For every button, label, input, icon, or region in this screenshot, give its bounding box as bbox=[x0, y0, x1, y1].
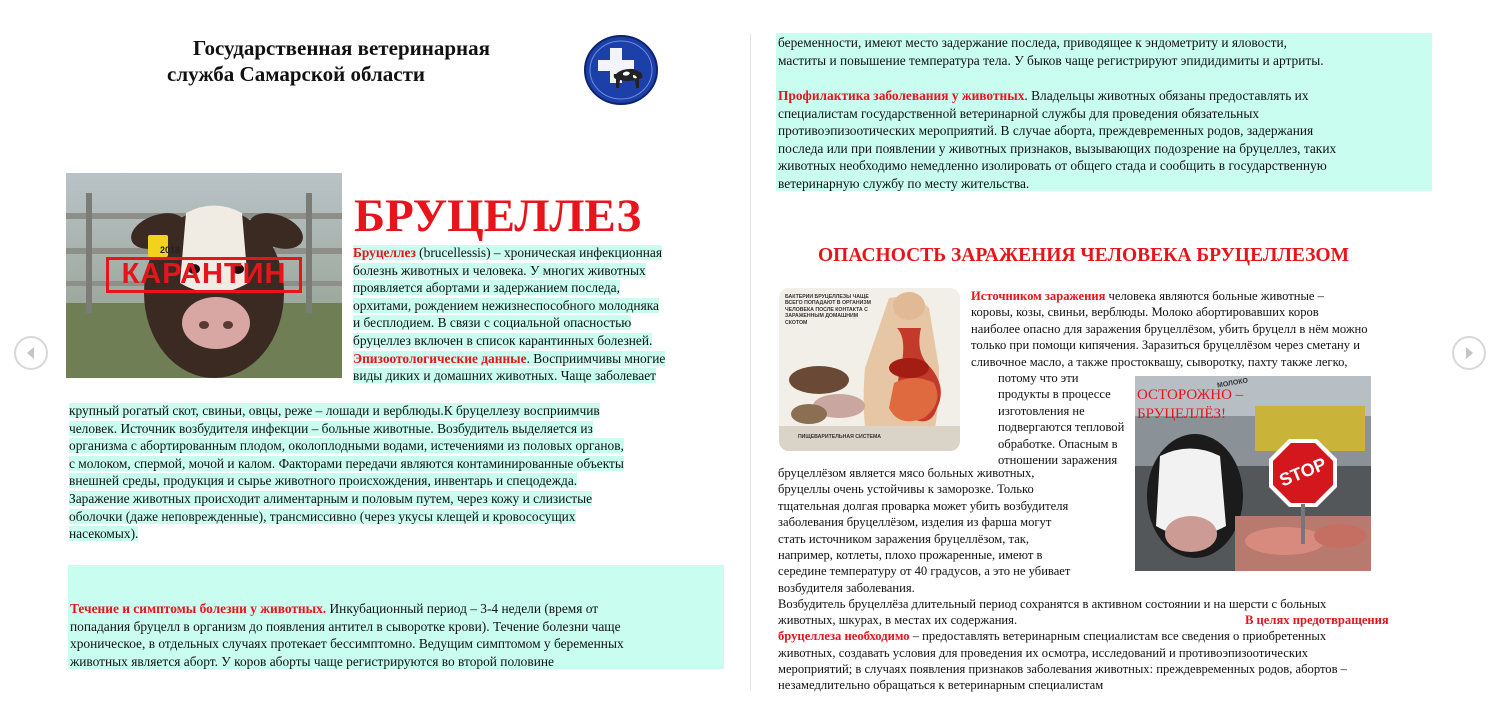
header-line-1: Государственная ветеринарная bbox=[193, 36, 490, 60]
epi-term: Эпизоотологические данные bbox=[353, 350, 527, 366]
prevent-term-b: бруцеллеза необходимо bbox=[778, 629, 910, 644]
infection-meat-paragraph: бруцеллёзом является мясо больных животных, бруцеллы очень устойчивы к заморозке. Только тщательная долгая проварка может убить возбудителя заболевания бруцеллёзом, изделия из фарша могут стать источником заражения бруцеллёзом, так, например, котлеты, плохо прожаренные, имеют в середине температуру от 40 градусов, а это не убивает возбудителя заболевания. bbox=[778, 466, 1071, 595]
chevron-left-icon bbox=[16, 338, 46, 368]
intro-term: Бруцеллез bbox=[353, 245, 416, 260]
truck-label: МОЛОКО bbox=[1216, 377, 1249, 390]
prevent-term-a: В целях предотвращения bbox=[1245, 613, 1389, 628]
prevention-term: Профилактика заболевания у животных bbox=[778, 88, 1025, 103]
persistence-and-prevention: Возбудитель бруцеллёза длительный период сохранятся в активном состоянии и на шерсти с больных животных, шкурах, в местах их содержания. В целях предотвращения бруцеллеза необходимо – предоставлять ветеринарным специалистам все сведения о приобретенных животных, создавать условия для проведения их осмотра, исследований и противоэпизоотических мероприятий; в случаях появления признаков заболевания животных: преждевременных родов, абортов – незамедлительно обращаться к ветеринарным специалистам bbox=[778, 597, 1389, 693]
quarantine-label: КАРАНТИН bbox=[121, 258, 287, 290]
course-term: Течение и симптомы болезни у животных. bbox=[70, 601, 327, 616]
ear-tag-number: 2018 bbox=[160, 245, 181, 255]
infographic-footer: ПИЩЕВАРИТЕЛЬНАЯ СИСТЕМА bbox=[797, 434, 882, 440]
symptoms-continuation: беременности, имеют место задержание последа, приводящее к эндометриту и яловости, маститы и повышение температура тела. У быков чаще регистрируют эпидидимиты и артриты. bbox=[778, 35, 1324, 68]
chevron-right-icon bbox=[1454, 338, 1484, 368]
next-page-button[interactable] bbox=[1452, 336, 1486, 370]
vet-service-logo bbox=[583, 34, 659, 106]
digestive-system-infographic bbox=[779, 288, 960, 451]
intro-paragraph: Бруцеллез (brucellessis) – хроническая инфекционная болезнь животных и человека. У многих животных проявляется абортами и задержанием последа, орхитами, рождением нежизнеспособного молодняка и бесплодием. В связи с социальной опасностью бруцеллез включен в список карантинных болезней. Эпизоотологические данные. Восприимчивы многие виды диких и домашних животных. Чаще заболевает bbox=[353, 245, 666, 384]
warning-label: ОСТОРОЖНО – БРУЦЕЛЛЁЗ! bbox=[1137, 387, 1244, 422]
quarantine-cow-photo bbox=[66, 173, 342, 378]
infection-source-term: Источником заражения bbox=[971, 289, 1106, 303]
stop-sign-label: STOP bbox=[1276, 453, 1330, 491]
brucellosis-warning-photo bbox=[1135, 376, 1371, 571]
danger-section-title: ОПАСНОСТЬ ЗАРАЖЕНИЯ ЧЕЛОВЕКА БРУЦЕЛЛЕЗОМ bbox=[818, 245, 1349, 266]
epizootic-paragraph: крупный рогатый скот, свиньи, овцы, реже – лошади и верблюды.К бруцеллезу восприимчив человек. Источник возбудителя инфекции – больные животные. Возбудитель выделяется из организма с абортированным плодом, околоплодными водами, истечениями из половых органов, с молоком, спермой, мочой и калом. Факторами передачи являются контаминированные объекты внешней среды, продукция и сырье животного происхождения, инвентарь и спецодежда. Заражение животных происходит алиментарным и половым путем, через кожу и слизистые оболочки (даже неповрежденные), трансмиссивно (через укусы клещей и кровососущих насекомых). bbox=[69, 403, 624, 542]
page-title: БРУЦЕЛЛЕЗ bbox=[354, 190, 642, 242]
course-paragraph: Течение и симптомы болезни у животных. Инкубационный период – 3-4 недели (время от попадания бруцелл в организм до появления антител в сыворотке крови). Течение болезни чаще хроническое, в отдельных случаях протекает бессимптомно. Ведущим симптомом у беременных животных является аборт. У коров аборты чаще регистрируются во второй половине bbox=[70, 601, 624, 669]
infection-source-narrow: потому что эти продукты в процессе изготовления не подвергаются тепловой обработке. Опасным в отношении заражения bbox=[998, 371, 1125, 468]
quarantine-stamp bbox=[106, 257, 302, 293]
infection-source-paragraph: Источником заражения человека являются больные животные – коровы, козы, свиньи, верблюды. Молоко абортировавших коров наиболее опасно для заражения бруцеллёзом, убить бруцелл в нём можно только при помощи кипячения. Заразиться бруцеллёзом через сметану и сливочное масло, а также простоквашу, сыворотку, пахту также легко, bbox=[971, 289, 1368, 369]
infographic-caption: БАКТЕРИИ БРУЦЕЛЛЕЗЫ ЧАЩЕ ВСЕГО ПОПАДАЮТ В ОРГАНИЗМ ЧЕЛОВЕКА ПОСЛЕ КОНТАКТА С ЗАРАЖЕННЫМ ДОМАШНИМ СКОТОМ bbox=[785, 294, 871, 326]
header-line-2: служба Самарской области bbox=[167, 62, 426, 86]
page-divider bbox=[750, 34, 751, 690]
prev-page-button[interactable] bbox=[14, 336, 48, 370]
prevention-paragraph: Профилактика заболевания у животных. Владельцы животных обязаны предоставлять их специалистам государственной ветеринарной службы для проведения обязательных противоэпизоотических мероприятий. В случае аборта, преждевременных родов, задержания последа или при появлении у животных признаков, вызывающих подозрение на бруцеллез, таких животных необходимо немедленно изолировать от общего стада и сообщить в государственную ветеринарную службу по месту жительства. bbox=[778, 88, 1337, 191]
